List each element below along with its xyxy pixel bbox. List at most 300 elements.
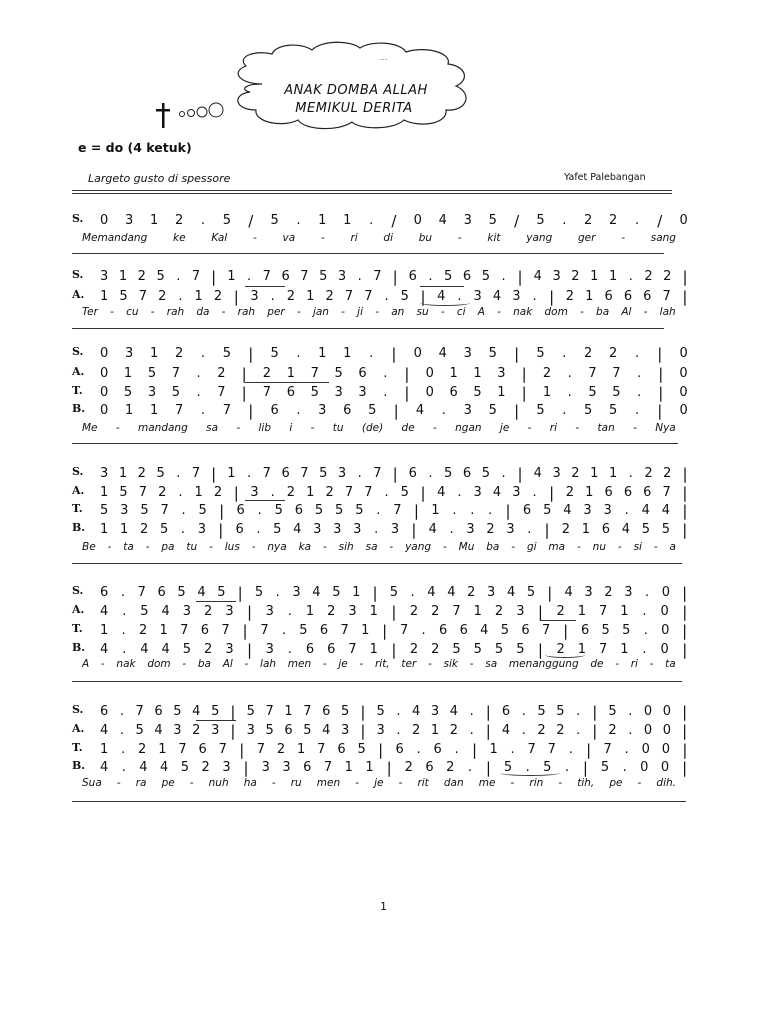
barline: | xyxy=(233,484,239,502)
note-token: . xyxy=(256,522,261,537)
note-token: . xyxy=(642,604,647,619)
note-token: 1 xyxy=(158,742,167,757)
note-token: 2 xyxy=(565,289,575,304)
note-token: 5 xyxy=(310,385,319,400)
note-token: . xyxy=(270,289,275,304)
barline: | xyxy=(485,722,491,740)
barline: | xyxy=(544,521,550,539)
lyric-syllable: - xyxy=(322,541,327,553)
lyric-syllable: bu xyxy=(418,232,433,244)
barline: | xyxy=(243,759,249,777)
note-token: . xyxy=(642,642,647,657)
note-token: 3 xyxy=(292,585,301,600)
note-token: 7 xyxy=(191,466,201,481)
note-token: 5 xyxy=(265,723,274,738)
note-token: 7 xyxy=(218,742,227,757)
note-token: 7 xyxy=(262,385,272,400)
note-token: 3 xyxy=(584,585,593,600)
lyric-syllable: Al xyxy=(222,658,233,670)
note-token: 2 xyxy=(571,466,580,481)
note-token: 3 xyxy=(265,604,274,619)
note-token: 1 xyxy=(100,742,109,757)
note-token: 3 xyxy=(516,604,525,619)
tempo-marking: Largeto gusto di spessore xyxy=(88,172,231,185)
barline: | xyxy=(211,465,217,483)
note-token: 5 xyxy=(217,585,226,600)
note-token: 2 xyxy=(175,213,184,228)
lyric-syllable: yang xyxy=(526,232,553,244)
note-token: 3 xyxy=(552,466,561,481)
note-token: 3 xyxy=(512,485,521,500)
note-token: . xyxy=(457,485,462,500)
beam-line xyxy=(245,286,285,287)
lyric-syllable: ke xyxy=(173,232,186,244)
note-token: 1 xyxy=(118,269,128,284)
note-token: 3 xyxy=(225,642,234,657)
system-2-soprano xyxy=(0,268,768,286)
note-token: . xyxy=(119,704,124,719)
barline: | xyxy=(505,502,511,520)
note-token: 5 xyxy=(473,385,482,400)
note-token: 7 xyxy=(588,366,597,381)
note-token: 7 xyxy=(603,742,612,757)
barline: | xyxy=(682,641,688,659)
note-token: . xyxy=(396,704,401,719)
note-token: 4 xyxy=(293,522,302,537)
note-token: 2 xyxy=(325,289,334,304)
note-token: 1 xyxy=(431,503,440,518)
note-token: 7 xyxy=(662,485,671,500)
system-5-soprano xyxy=(0,584,768,602)
lyric-syllable: lah xyxy=(659,306,676,318)
barline: | xyxy=(549,288,555,306)
note-token: 3 xyxy=(246,723,255,738)
note-token: 5 xyxy=(661,522,671,537)
barline: / xyxy=(248,212,254,230)
note-token: . xyxy=(562,346,567,361)
beam-line xyxy=(540,620,576,621)
lyric-syllable: - xyxy=(617,541,622,553)
note-token: . xyxy=(296,213,301,228)
note-token: 4 xyxy=(140,642,149,657)
note-token: 5 xyxy=(270,346,279,361)
lyric-syllable: ta xyxy=(123,541,134,553)
note-token: 2 xyxy=(663,466,672,481)
lyric-syllable: - xyxy=(469,658,474,670)
note-token: 0 xyxy=(413,213,422,228)
system-5-alto xyxy=(0,603,768,621)
note-token: 0 xyxy=(100,346,109,361)
note-token: 4 xyxy=(427,585,436,600)
beam-line xyxy=(245,382,329,383)
note-token: 2 xyxy=(213,289,223,304)
barline: | xyxy=(248,345,254,363)
system-2-alto xyxy=(0,288,768,306)
note-token: 1 xyxy=(100,522,109,537)
note-token: 1 xyxy=(120,522,129,537)
lyric-syllable: si xyxy=(633,541,642,553)
note-token: 5 xyxy=(270,213,279,228)
note-token: 3 xyxy=(100,466,109,481)
lyric-syllable: Sua xyxy=(82,777,102,789)
lyric-syllable: sik xyxy=(443,658,459,670)
note-token: . xyxy=(525,760,530,775)
note-token: 7 xyxy=(317,742,326,757)
note-token: 5 xyxy=(622,623,631,638)
note-token: 5 xyxy=(556,704,565,719)
note-token: 5 xyxy=(543,503,552,518)
lyric-syllable: - xyxy=(558,777,563,789)
note-token: 5 xyxy=(177,585,186,600)
note-token: 4 xyxy=(563,503,572,518)
note-token: 2 xyxy=(584,346,593,361)
note-token: 7 xyxy=(400,623,409,638)
barline: | xyxy=(537,641,543,659)
note-token: 0 xyxy=(660,760,670,775)
notation-line xyxy=(100,603,688,621)
note-token: . xyxy=(634,346,640,361)
note-token: 1 xyxy=(369,604,378,619)
lyric-syllable: nu xyxy=(592,541,606,553)
note-token: 0 xyxy=(662,723,672,738)
note-token: 7 xyxy=(612,366,621,381)
note-token: . xyxy=(396,723,401,738)
system-1-soprano xyxy=(0,212,768,230)
note-token: 2 xyxy=(556,723,565,738)
barline: | xyxy=(521,365,527,383)
note-token: 6 xyxy=(521,623,530,638)
note-token: . xyxy=(568,742,573,757)
barline: | xyxy=(230,703,236,721)
note-token: 2 xyxy=(404,760,413,775)
note-token: 3 xyxy=(487,585,496,600)
note-token: 5 xyxy=(273,522,282,537)
note-token: 2 xyxy=(204,604,213,619)
note-token: . xyxy=(628,723,633,738)
barline: | xyxy=(592,722,598,740)
note-token: . xyxy=(637,385,642,400)
note-token: 5 xyxy=(180,760,190,775)
lyric-syllable: sang xyxy=(650,232,676,244)
note-token: 6 xyxy=(580,623,590,638)
composer-name: Yafet Palebangan xyxy=(564,172,646,183)
note-token: 7 xyxy=(262,466,271,481)
note-token: 2 xyxy=(192,723,201,738)
note-token: 6 xyxy=(284,723,293,738)
note-token: 1 xyxy=(100,289,109,304)
note-token: 3 xyxy=(333,522,342,537)
note-token: 3 xyxy=(624,585,633,600)
note-token: 6 xyxy=(337,742,346,757)
note-token: . xyxy=(449,522,454,537)
system-2-lyrics xyxy=(82,305,676,319)
note-token: 1 xyxy=(608,269,618,284)
note-token: 2 xyxy=(644,269,653,284)
note-token: 6 xyxy=(100,585,109,600)
system-6-alto xyxy=(0,722,768,740)
note-token: 1 xyxy=(305,604,315,619)
barline: | xyxy=(514,402,520,420)
note-token: 6 xyxy=(604,485,613,500)
note-token: 1 xyxy=(306,289,315,304)
barline: | xyxy=(233,288,239,306)
note-token: 4 xyxy=(641,503,650,518)
note-token: 4 xyxy=(533,466,542,481)
barline: | xyxy=(372,584,378,602)
note-token: 5 xyxy=(355,503,364,518)
note-token: 6 xyxy=(303,760,312,775)
note-token: 5 xyxy=(222,213,231,228)
note-token: 3 xyxy=(282,760,291,775)
note-token: 6 xyxy=(294,503,303,518)
note-token: 0 xyxy=(679,385,688,400)
note-token: 3 xyxy=(463,213,472,228)
lyric-syllable: - xyxy=(252,232,257,244)
lyric-syllable: ngan xyxy=(455,422,482,434)
note-token: 3 xyxy=(250,485,259,500)
barline: | xyxy=(514,345,520,363)
note-token: 1 xyxy=(194,485,203,500)
lyric-syllable: ri xyxy=(549,422,558,434)
barline: | xyxy=(248,402,254,420)
system-6-lyrics xyxy=(82,776,676,790)
note-token: 6 xyxy=(449,385,458,400)
note-token: 7 xyxy=(160,503,169,518)
note-token: 3 xyxy=(125,213,134,228)
lyric-syllable: - xyxy=(110,306,114,318)
barline: | xyxy=(682,584,688,602)
note-token: 2 xyxy=(604,585,613,600)
note-token: 7 xyxy=(364,485,373,500)
note-token: 3 xyxy=(348,604,357,619)
lyric-syllable: - xyxy=(116,777,121,789)
note-token: 5 xyxy=(526,585,536,600)
note-token: 6 xyxy=(358,366,367,381)
note-token: 7 xyxy=(178,742,187,757)
lyric-syllable: - xyxy=(150,306,155,318)
system-6-tenor xyxy=(0,741,768,759)
note-token: 6 xyxy=(425,760,434,775)
system-4-alto xyxy=(0,484,768,502)
note-token: 7 xyxy=(452,604,461,619)
lyric-syllable: rin xyxy=(529,777,544,789)
note-token: 6 xyxy=(281,466,290,481)
notation-line xyxy=(100,384,688,402)
lyric-syllable: tu xyxy=(186,541,198,553)
note-token: 0 xyxy=(100,366,109,381)
note-token: 4 xyxy=(438,213,447,228)
note-token: . xyxy=(121,623,126,638)
barline: | xyxy=(386,759,392,777)
lyric-syllable: - xyxy=(649,658,654,670)
note-token: 2 xyxy=(446,760,455,775)
lyric-syllable: - xyxy=(244,658,249,670)
note-token: 3 xyxy=(265,642,274,657)
lyric-syllable: Nya xyxy=(655,422,676,434)
note-token: 0 xyxy=(661,585,671,600)
note-token: . xyxy=(501,466,506,481)
note-token: 0 xyxy=(679,346,688,361)
lyric-syllable: menanggung xyxy=(508,658,579,670)
lyric-syllable: ta xyxy=(665,658,676,670)
note-token: 5 xyxy=(100,503,109,518)
lyric-syllable: - xyxy=(580,306,584,318)
note-token: 4 xyxy=(192,704,201,719)
note-token: . xyxy=(628,466,633,481)
note-token: . xyxy=(562,213,567,228)
note-token: . xyxy=(376,503,381,518)
note-token: . xyxy=(374,522,379,537)
barline: | xyxy=(563,622,569,640)
beam-line xyxy=(420,286,464,287)
note-token: 3 xyxy=(353,522,362,537)
note-token: 1 xyxy=(577,604,586,619)
note-token: . xyxy=(562,403,567,418)
lyric-syllable: - xyxy=(322,658,327,670)
note-token: . xyxy=(469,723,474,738)
note-token: 0 xyxy=(643,723,653,738)
note-token: . xyxy=(287,642,292,657)
note-token: 5 xyxy=(536,403,545,418)
lyric-syllable: ba xyxy=(197,658,211,670)
lyric-syllable: - xyxy=(375,306,379,318)
lyric-syllable: ri xyxy=(350,232,358,244)
note-token: 5 xyxy=(536,213,545,228)
note-token: 5 xyxy=(444,269,453,284)
note-token: 7 xyxy=(256,742,265,757)
barline: | xyxy=(682,502,688,520)
note-token: 5 xyxy=(171,385,180,400)
note-token: 2 xyxy=(571,269,580,284)
lyric-syllable: Kal xyxy=(211,232,228,244)
note-token: 0 xyxy=(662,704,672,719)
note-token: 3 xyxy=(100,269,109,284)
note-token: 7 xyxy=(191,269,201,284)
note-token: 4 xyxy=(412,704,421,719)
note-token: . xyxy=(181,503,186,518)
note-token: 6 xyxy=(604,289,613,304)
beam-line xyxy=(245,500,285,501)
note-token: 1 xyxy=(489,742,498,757)
lyric-syllable: di xyxy=(383,232,394,244)
note-token: . xyxy=(296,346,301,361)
note-token: . xyxy=(469,704,474,719)
note-token: 1 xyxy=(227,466,236,481)
part-label: S. xyxy=(72,584,84,597)
lyric-syllable: - xyxy=(100,658,105,670)
note-token: 1 xyxy=(150,346,159,361)
lyric-syllable: dom xyxy=(544,306,568,318)
tie-mark xyxy=(420,300,470,306)
note-token: 6 xyxy=(154,704,163,719)
note-token: 5 xyxy=(156,466,165,481)
lyric-syllable: tan xyxy=(597,422,615,434)
lyric-syllable: va xyxy=(282,232,296,244)
note-token: . xyxy=(200,346,206,361)
note-token: 6 xyxy=(438,623,448,638)
note-token: 7 xyxy=(265,704,274,719)
system-divider xyxy=(72,681,682,682)
system-1-lyrics xyxy=(82,231,676,245)
note-token: 5 xyxy=(334,366,343,381)
note-token: 3 xyxy=(603,503,612,518)
lyric-syllable: de xyxy=(401,422,415,434)
note-token: 2 xyxy=(262,366,272,381)
note-token: 7 xyxy=(344,289,354,304)
note-token: . xyxy=(521,723,526,738)
note-token: 3 xyxy=(552,269,561,284)
note-token: 2 xyxy=(204,642,213,657)
barline: | xyxy=(682,603,688,621)
lyric-syllable: yang xyxy=(405,541,432,553)
part-label: A. xyxy=(72,288,85,301)
note-token: 6 xyxy=(100,704,109,719)
note-token: 5 xyxy=(314,503,324,518)
note-token: 2 xyxy=(467,585,476,600)
part-label: T. xyxy=(72,622,83,635)
note-token: 1 xyxy=(100,623,109,638)
note-token: 1 xyxy=(344,760,353,775)
note-token: 7 xyxy=(300,466,309,481)
note-token: 5 xyxy=(516,642,525,657)
note-token: . xyxy=(624,742,629,757)
note-token: 3 xyxy=(466,522,475,537)
note-token: 7 xyxy=(364,289,373,304)
note-token: . xyxy=(119,723,124,738)
note-token: 6 xyxy=(286,385,295,400)
part-label: S. xyxy=(72,465,84,478)
note-token: . xyxy=(622,760,627,775)
note-token: . xyxy=(416,742,421,757)
note-token: . xyxy=(369,346,374,361)
cross-icon xyxy=(156,103,170,128)
note-token: 2 xyxy=(158,485,167,500)
note-token: 3 xyxy=(197,522,206,537)
part-label: S. xyxy=(72,345,84,358)
lyric-syllable: - xyxy=(341,306,345,318)
lyric-syllable: pa xyxy=(161,541,175,553)
part-label: A. xyxy=(72,603,85,616)
barline: | xyxy=(586,741,592,759)
note-token: 1 xyxy=(318,213,327,228)
note-token: 7 xyxy=(300,269,309,284)
note-token: 5 xyxy=(473,642,482,657)
note-token: 5 xyxy=(332,585,341,600)
note-token: . xyxy=(120,585,125,600)
note-token: 5 xyxy=(608,704,617,719)
lyric-syllable: Memandang xyxy=(82,232,148,244)
note-token: . xyxy=(270,485,275,500)
note-token: 7 xyxy=(138,289,147,304)
note-token: 7 xyxy=(598,604,608,619)
barline: | xyxy=(485,703,491,721)
note-token: 2 xyxy=(542,366,552,381)
note-token: 1 xyxy=(608,466,618,481)
note-token: 5 xyxy=(341,704,350,719)
note-token: . xyxy=(628,704,633,719)
note-token: . xyxy=(369,213,374,228)
system-divider xyxy=(72,443,678,444)
lyric-syllable: - xyxy=(236,422,241,434)
note-token: 5 xyxy=(319,466,328,481)
barline: | xyxy=(485,759,491,777)
barline: | xyxy=(682,759,688,777)
lyric-syllable: - xyxy=(189,777,194,789)
note-token: 1 xyxy=(297,742,306,757)
note-token: 1 xyxy=(365,760,374,775)
barline: | xyxy=(391,345,397,363)
lyric-syllable: da xyxy=(196,306,210,318)
